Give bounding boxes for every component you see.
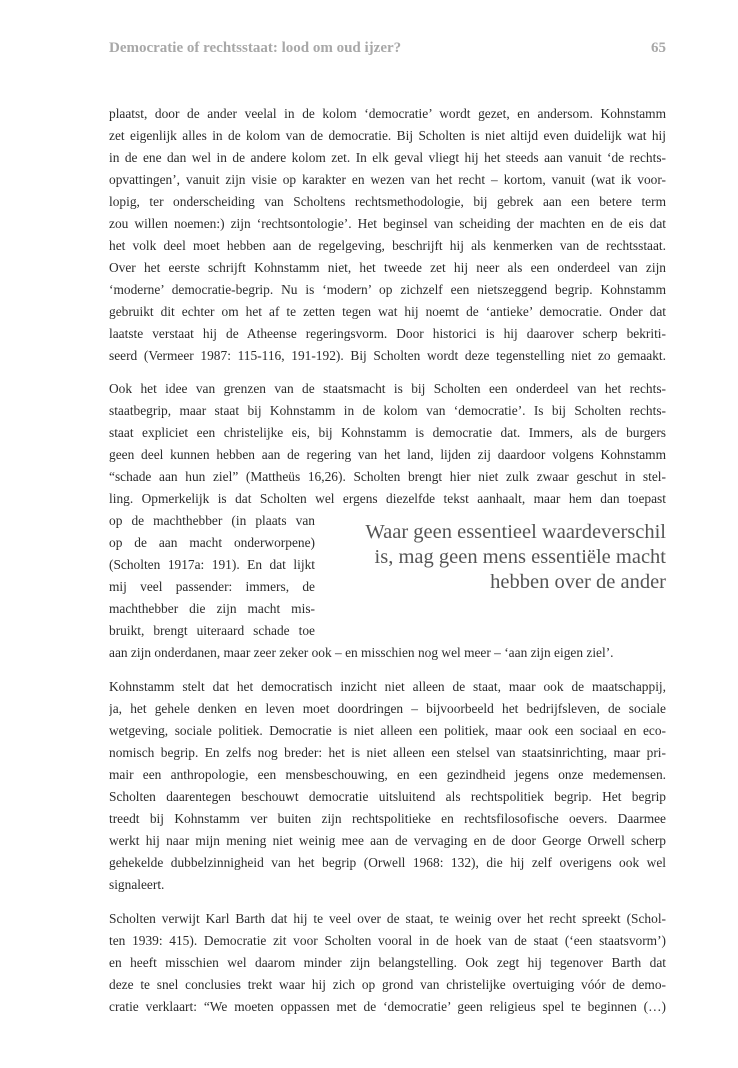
body-line: staatbegrip, maar staat bij Kohnstamm in de kolom van ‘democratie’. Is bij Scholten rechts- [109,403,666,418]
body-line: mair een anthropologie, een mensbeschouwing, en een gezindheid jegens onze medemensen. [109,767,666,782]
pull-quote-line: hebben over de ander [490,571,666,593]
pull-quote [326,520,666,595]
body-line: werkt hij naar mijn mening niet weinig mee aan de vervaging en de door George Orwell scherp [109,833,666,848]
body-line: Over het eerste schrijft Kohnstamm niet, het tweede zet hij neer als een onderdeel van zijn [109,260,666,275]
body-line: seerd (Vermeer 1987: 115-116, 191-192). Bij Scholten wordt deze tegenstelling niet zo gemaakt. [109,348,666,363]
body-line: zou willen noemen:) zijn ‘rechtsontologie’. Het beginsel van scheiding der machten en de eis dat [109,216,666,231]
body-line: Kohnstamm stelt dat het democratisch inzicht niet alleen de staat, maar ook de maatschappij, [109,679,666,694]
pull-quote-line: Waar geen essentieel waardeverschil [365,521,666,543]
body-line: bruikt, brengt uiteraard schade toe [109,623,315,638]
body-line: deze te snel conclusies trekt waar hij zich op grond van christelijke overtuiging vóór de demo- [109,977,666,992]
body-line: laatste verstaat hij de Atheense regeringsvorm. Door historici is hij daarover scherp bekriti- [109,326,666,341]
body-line: Scholten verwijt Karl Barth dat hij te veel over de staat, te weinig over het recht spreekt (Schol- [109,911,666,926]
body-line: op de machthebber (in plaats van [109,513,315,528]
body-line: nomisch begrip. En zelfs nog breder: het is niet alleen een stelsel van staatsinrichting, maar pri- [109,745,666,760]
body-line: Scholten daarentegen beschouwt democratie uitsluitend als rechtspolitiek begrip. Het begrip [109,789,666,804]
body-line: Ook het idee van grenzen van de staatsmacht is bij Scholten een onderdeel van het rechts- [109,381,666,396]
body-line: zet eigenlijk alles in de kolom van de democratie. Bij Scholten is niet altijd even duidelijk wat hij [109,128,666,143]
body-line: ten 1939: 415). Democratie zit voor Scholten vooral in de hoek van de staat (‘een staatsvorm’) [109,933,666,948]
body-line: aan zijn onderdanen, maar zeer zeker ook – en misschien nog wel meer – ‘aan zijn eigen ziel’. [109,645,614,660]
body-line: “schade aan hun ziel” (Mattheüs 16,26). Scholten brengt hier niet zulk zwaar geschut in stel- [109,469,666,484]
body-line: lopig, ter onderscheiding van Scholtens rechtsmethodologie, bij gebrek aan een betere term [109,194,666,209]
body-line: en heeft misschien wel daarom minder zijn belangstelling. Ook zegt hij tegenover Barth dat [109,955,666,970]
body-line: gebruikt dit echter om het af te zetten tegen wat hij noemt de ‘antieke’ democratie. Onder dat [109,304,666,319]
body-line: geen deel kunnen hebben aan de regering van het land, lijden zij daardoor volgens Kohnstamm [109,447,666,462]
body-line: ‘moderne’ democratie-begrip. Nu is ‘modern’ op zichzelf een nietszeggend begrip. Kohnstamm [109,282,666,297]
body-line: machthebber die zijn macht mis- [109,601,315,616]
body-line: wetgeving, sociale politiek. Democratie is niet alleen een politiek, maar ook een sociaal en eco- [109,723,666,738]
body-line: op de aan macht onderworpene) [109,535,315,550]
body-line: plaatst, door de ander veelal in de kolom ‘democratie’ wordt gezet, en andersom. Kohnstamm [109,106,666,121]
body-line: cratie verklaart: “We moeten oppassen met de ‘democratie’ geen religieus spel te beginnen (…) [109,999,666,1014]
body-line: staat expliciet een christelijke eis, bij Kohnstamm is democratie dat. Immers, als de burgers [109,425,666,440]
body-line: ja, het gehele denken en leven moet doordringen – bijvoorbeeld het bedrijfsleven, de sociale [109,701,666,716]
body-line: gehekelde dubbelzinnigheid van het begrip (Orwell 1968: 132), die hij zelf overigens ook wel [109,855,666,870]
pull-quote-line: is, mag geen mens essentiële macht [374,546,666,568]
running-header [109,40,666,62]
body-line: signaleert. [109,877,165,892]
running-title: Democratie of rechtsstaat: lood om oud ijzer? [109,40,402,56]
body-line: opvattingen’, vanuit zijn visie op karakter en wezen van het recht – kortom, vanuit (wat ik voor- [109,172,666,187]
body-line: treedt bij Kohnstamm ver buiten zijn rechtspolitieke en rechtsfilosofische oevers. Daarmee [109,811,666,826]
body-line: het volk deel moet hebben aan de regelgeving, beschrijft hij als kenmerken van de rechtsstaat. [109,238,666,253]
body-line: in de ene dan wel in de andere kolom zet. In elk geval vliegt hij het steeds aan vanuit ‘de rechts- [109,150,666,165]
body-line: mij veel passender: immers, de [109,579,315,594]
body-line: ling. Opmerkelijk is dat Scholten wel ergens diezelfde tekst aanhaalt, maar hem dan toepast [109,491,666,506]
body-line: (Scholten 1917a: 191). En dat lijkt [109,557,315,572]
page-number: 65 [651,40,666,56]
